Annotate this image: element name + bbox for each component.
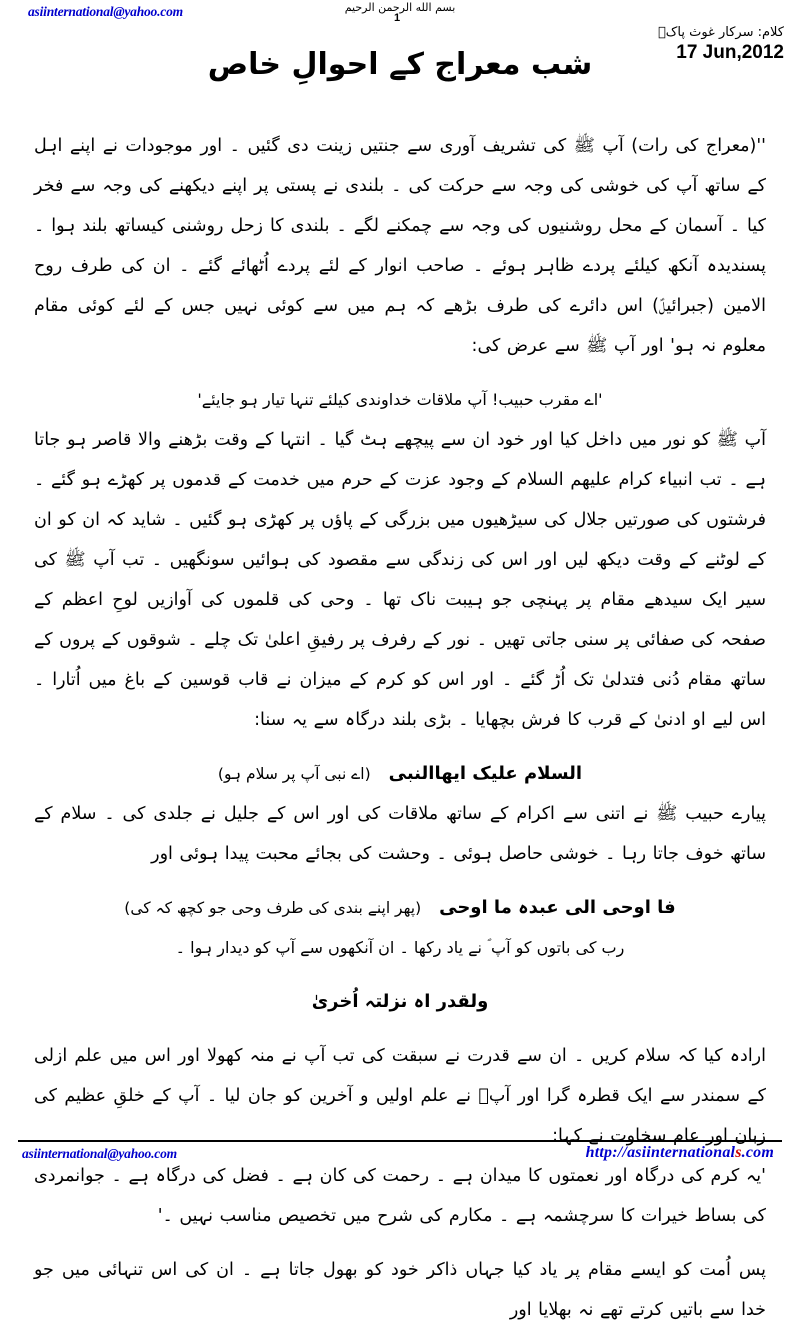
footer-url-prefix: http://asiinternational bbox=[585, 1144, 736, 1161]
quoted-block-paragraph: 'یہ کرم کی درگاہ اور نعمتوں کا میدان ہے ۔ رحمت کی کان ہے ۔ فضل کی درگاہ ہے ۔ جوانمردی کی بساط خیرات کا سرچشمہ ہے ۔ مکارم کی شرح میں تخصیص مناسب نہیں ۔' bbox=[34, 1166, 766, 1226]
bismillah-text: بسم الله الرحمن الرحيم bbox=[344, 1, 456, 14]
paragraph-spacer bbox=[34, 1022, 766, 1036]
paragraph-spacer bbox=[34, 366, 766, 380]
paragraph-spacer bbox=[34, 1236, 766, 1250]
arabic-quote-line: ولقدر اہ نزلتہ اُخریٰ bbox=[311, 991, 489, 1012]
arabic-quote-translation: (اے نبی آپ پر سلام ہو) bbox=[217, 765, 371, 783]
quoted-speech-line: 'اے مقرب حبیب! آپ ملاقات خداوندی کیلئے تنہا تیار ہو جایئے' bbox=[197, 390, 603, 409]
arabic-quote-line bbox=[34, 754, 766, 794]
arabic-quote-text: فا اوحی الی عبدہ ما اوحی bbox=[439, 897, 676, 918]
publication-date: 17 Jun,2012 bbox=[676, 41, 784, 63]
footer-website-url[interactable] bbox=[586, 1144, 774, 1162]
body-paragraph: ارادہ کیا کہ سلام کریں ۔ ان سے قدرت نے سبقت کی تب آپ نے منہ کھولا اور اس میں علم ازلی کے سمندر سے ایک قطرہ گرا اور آپؐ نے علم اولیں و آخرین کو جان لیا ۔ آپ کے خلقِ عظیم کی زبان اور عام سخاوت نے کہا: bbox=[34, 1046, 766, 1146]
footer-url-highlight: s bbox=[735, 1144, 742, 1161]
page-footer bbox=[18, 1140, 782, 1172]
arabic-quote-line bbox=[34, 888, 766, 928]
paragraph-spacer bbox=[34, 968, 766, 982]
arabic-quote-text: السلام علیک ایھاالنبی bbox=[388, 763, 583, 784]
footer-url-suffix: .com bbox=[741, 1144, 774, 1161]
bismillah-block bbox=[0, 2, 800, 24]
body-paragraph: آپ ﷺ کو نور میں داخل کیا اور خود ان سے پیچھے ہٹ گیا ۔ انتہا کے وقت بڑھنے والا قاصر ہو جاتا ہے ۔ تب انبیاء کرام علیھم السلام کے وجود عزت کے حرم میں خدمت کے قدموں پر کھڑے ہو گئے ۔ فرشتوں کی صورتیں جلال کی سیڑھیوں میں بزرگی کے پاؤں پر کھڑی ہو گئیں ۔ شاید کہ ان کو ان کے لوٹنے کے وقت دیکھ لیں اور اس کی زندگی سے مقصود کی ہوائیں سونگھیں ۔ تب آپ ﷺ کی سیر ایک سیدھے مقام پر پہنچی جو ہیبت ناک تھا ۔ وحی کی قلموں کی آوازیں لوحِ اعظم کے صفحہ کی صفائی پر سنی جاتی تھیں ۔ نور کے رفرف پر رفیقِ اعلیٰ تک چلے ۔ شوقوں کے پروں کے ساتھ مقام دُنی فتدلیٰ تک اُڑ گئے ۔ اور اس کو کرم کے میزان نے قاب قوسین کے باغ میں اُتارا ۔ اس لیے او ادنیٰ کے قرب کا فرش بچھایا ۔ بڑی بلند درگاہ سے یہ سنا: bbox=[34, 430, 766, 730]
body-paragraph: پس اُمت کو ایسے مقام پر یاد کیا جہاں ذاکر خود کو بھول جاتا ہے ۔ ان کی اس تنہائی میں جو خدا سے باتیں کرتے تھے نہ بھلایا اور bbox=[34, 1260, 766, 1320]
kalam-credit-text: کلام: سرکار غوث پاکؒ bbox=[657, 25, 784, 40]
page-header bbox=[0, 0, 800, 118]
paragraph-spacer bbox=[34, 740, 766, 754]
page-number: 1 bbox=[393, 11, 401, 24]
body-paragraph: پیارے حبیب ﷺ نے اتنی سے اکرام کے ساتھ ملاقات کی اور اس کے جلیل نے جلدی کی ۔ سلام کے ساتھ خوف جاتا رہا ۔ خوشی حاصل ہوئی ۔ وحشت کی بجائے محبت پیدا ہوئی اور bbox=[34, 804, 766, 864]
body-paragraph: ''(معراج کی رات) آپ ﷺ کی تشریف آوری سے جنتیں زینت دی گئیں ۔ اور موجودات نے اپنے اہل کے ساتھ آپ کی خوشی کی وجہ سے حرکت کی ۔ بلندی نے پستی پر اپنے دیکھنے کی وجہ سے فخر کیا ۔ آسمان کے محل روشنیوں کی وجہ سے چمکنے لگے ۔ بلندی کا زحل روشنی کیساتھ بلند ہوا ۔ پسندیدہ آنکھ کیلئے پردے ظاہر ہوئے ۔ صاحب انوار کے لئے پردے اُٹھائے گئے ۔ ان کی طرف روح الامین (جبرائیلؑ) اس دائرے کی طرف بڑھے کہ ہم میں سے کوئی نہیں جس کے لئے کوئی مقام معلوم نہ ہو' اور آپ ﷺ سے عرض کی: bbox=[34, 136, 766, 356]
header-email-address[interactable]: asiinternational@yahoo.com bbox=[28, 4, 183, 19]
body-line-centered: رب کی باتوں کو آپ ؐ نے یاد رکھا ۔ ان آنکھوں سے آپ کو دیدار ہوا ۔ bbox=[175, 938, 625, 957]
arabic-quote-translation: (پھر اپنے بندی کی طرف وحی جو کچھ کہ کی) bbox=[124, 899, 422, 917]
page-title: شب معراج کے احوالِ خاص bbox=[207, 47, 593, 82]
footer-email-address[interactable]: asiinternational@yahoo.com bbox=[22, 1146, 177, 1161]
paragraph-spacer bbox=[34, 874, 766, 888]
